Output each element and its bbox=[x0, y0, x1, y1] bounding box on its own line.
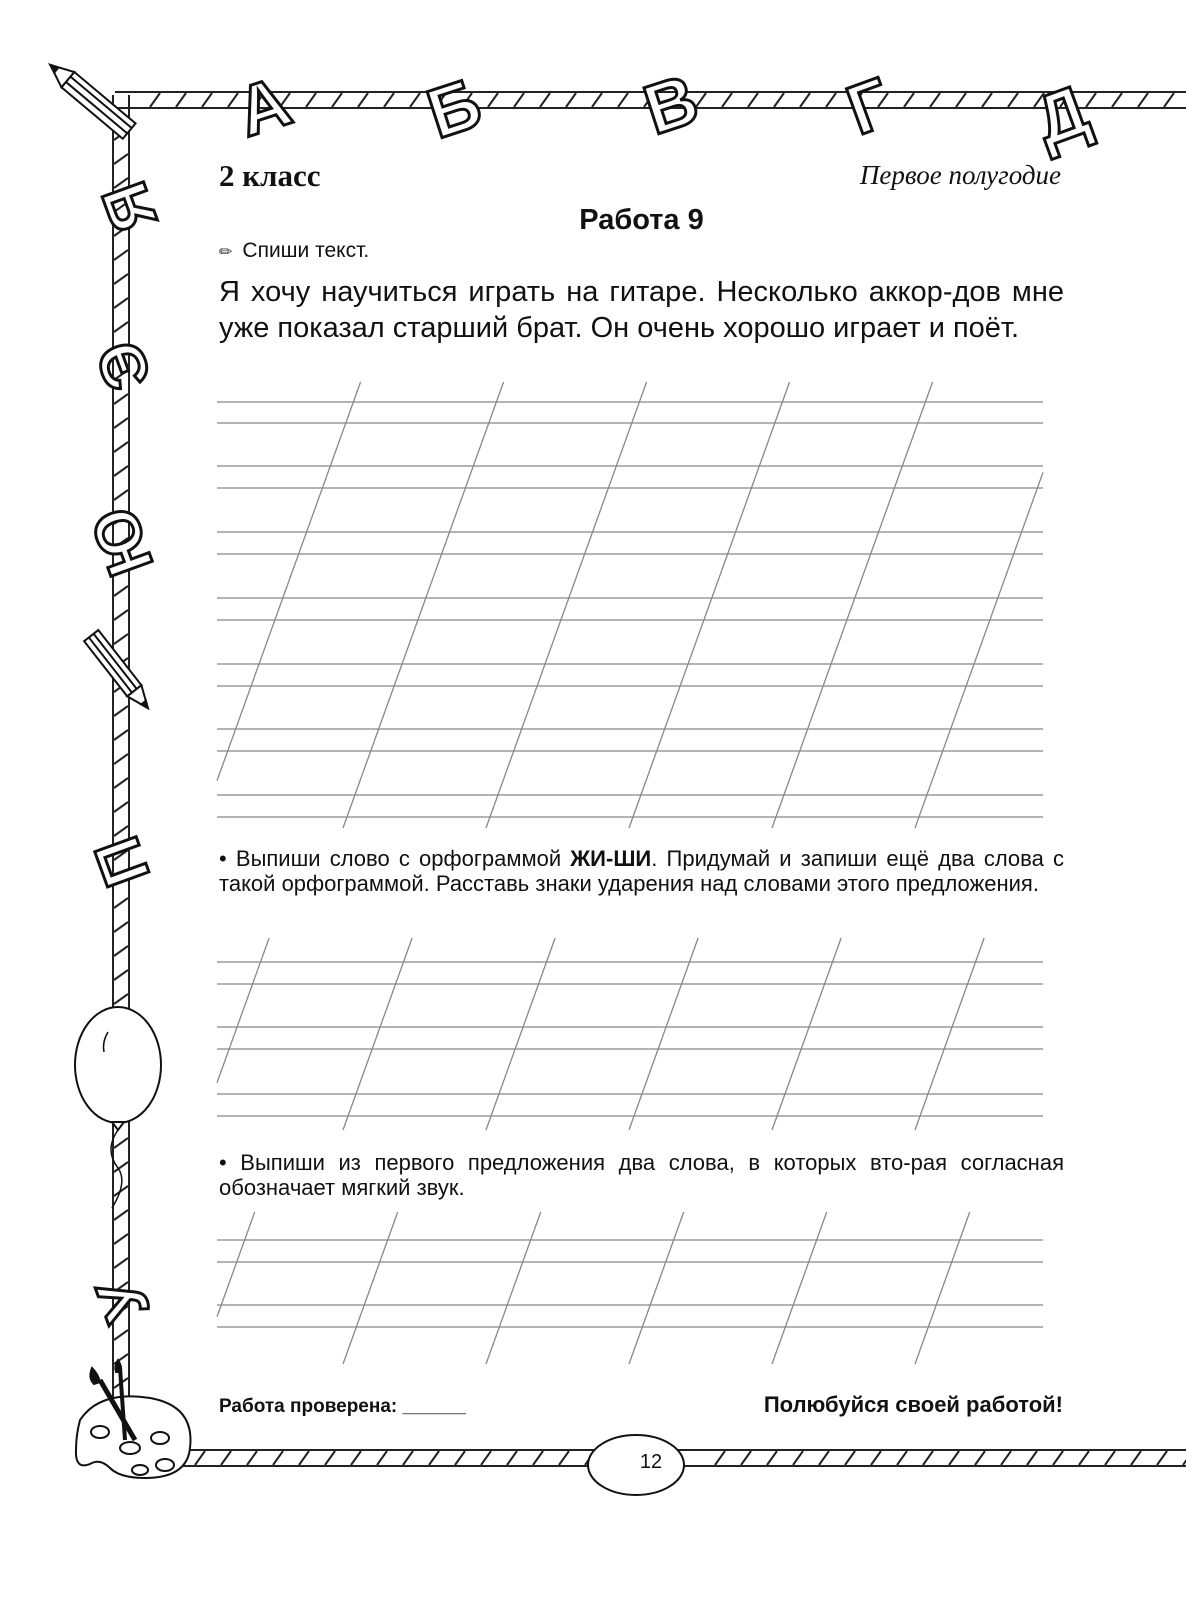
checked-label: Работа проверена: ______ bbox=[219, 1396, 466, 1417]
left-border bbox=[113, 95, 129, 1420]
copy-text: Я хочу научиться играть на гитаре. Несколько аккор-дов мне уже показал старший брат. Он очень хорошо играет и поёт. bbox=[219, 276, 1064, 344]
letter-yu: Ю bbox=[76, 498, 167, 586]
letter-a: А bbox=[227, 61, 300, 152]
letter-ya: Я bbox=[87, 173, 171, 241]
letter-g: Г bbox=[836, 62, 901, 150]
letter-b: Б bbox=[418, 63, 491, 154]
task-2-text: Выпиши из первого предложения два слова, в которых вто-рая согласная обозначает мягкий звук. bbox=[219, 1150, 1064, 1200]
task-1-before: Выпиши слово с орфограммой bbox=[235, 846, 562, 871]
instruction bbox=[219, 239, 369, 263]
palette-icon bbox=[76, 1360, 191, 1478]
task-1 bbox=[219, 846, 1064, 896]
top-letters bbox=[228, 60, 1099, 161]
letter-v: В bbox=[634, 59, 708, 150]
admire-label: Полюбуйся своей работой! bbox=[763, 1392, 1063, 1417]
instruction-text: Спиши текст. bbox=[242, 239, 370, 262]
page-number: 12 bbox=[639, 1451, 663, 1473]
work-title: Работа 9 bbox=[579, 204, 704, 236]
task-1-after: . Придумай и запиши ещё два слова с такой орфограммой. Расставь знаки ударения над словами этого предложения. bbox=[219, 846, 1064, 896]
letter-d: Д bbox=[1024, 70, 1099, 161]
letter-p: П bbox=[80, 827, 164, 896]
pencil-icon bbox=[44, 57, 136, 139]
task-2 bbox=[219, 1150, 1064, 1200]
side-letters bbox=[77, 173, 171, 1331]
task-1-highlight: ЖИ-ШИ bbox=[570, 846, 652, 871]
pencil-icon: ✏ bbox=[219, 244, 233, 261]
grade-label: 2 класс bbox=[219, 158, 321, 193]
balloon-icon bbox=[75, 1007, 161, 1208]
letter-u: У bbox=[82, 1268, 164, 1331]
task-bullet: • bbox=[219, 846, 227, 871]
pencil-icon bbox=[84, 630, 155, 714]
task-bullet: • bbox=[219, 1150, 227, 1175]
half-year-label: Первое полугодие bbox=[859, 160, 1061, 190]
letter-e: Э bbox=[81, 332, 165, 400]
